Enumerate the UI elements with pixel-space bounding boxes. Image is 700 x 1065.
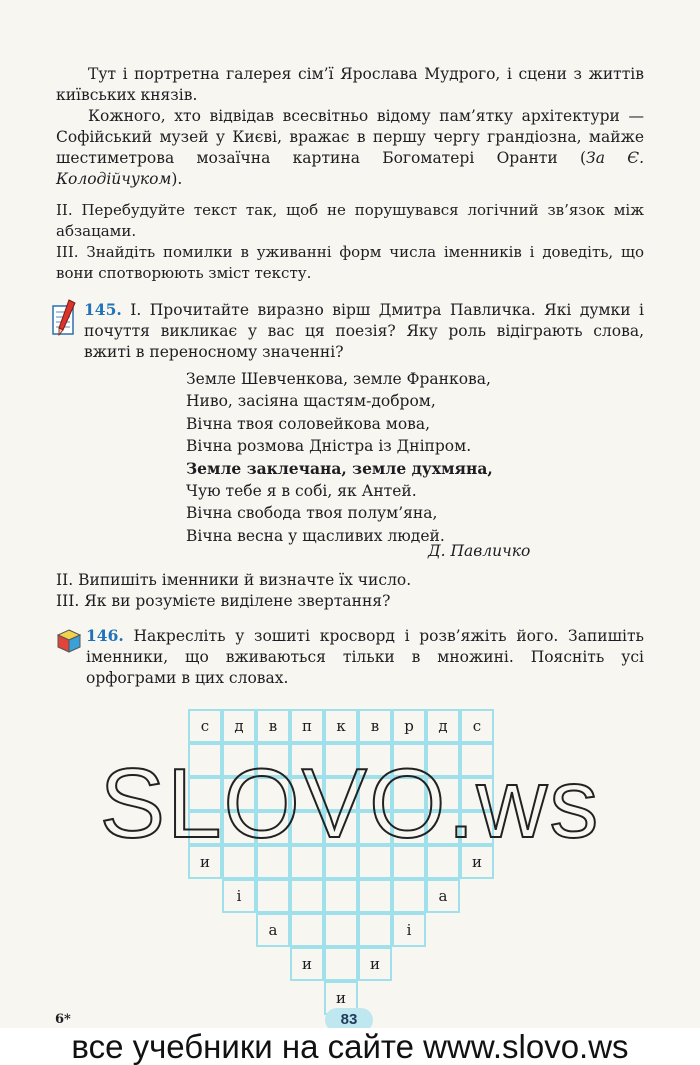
poem-line: Чую тебе я в собі, як Антей. — [186, 482, 417, 501]
crossword-cell: і — [222, 879, 256, 913]
crossword-cell — [324, 879, 358, 913]
poem-line: Вічна розмова Дністра із Дніпром. — [186, 437, 472, 456]
crossword-cell: р — [392, 709, 426, 743]
crossword-cell: и — [460, 845, 494, 879]
page-number: 83 — [325, 1008, 373, 1032]
exercise-145-instruction: I. Прочитайте виразно вірш Дмитра Павличка. Які думки і почуття викликає у вас ця поезія? Яку роль відіграють слова, вжиті в переносному значенні? — [84, 301, 644, 361]
crossword-cell: с — [460, 709, 494, 743]
paragraph-sofia-end: ). — [171, 170, 183, 188]
exercise-145-task-ii: II. Випишіть іменники й визначте їх число. — [56, 571, 412, 589]
crossword-cell: и — [358, 947, 392, 981]
exercise-145-text — [84, 299, 644, 363]
watermark-logo: SLOVO.ws — [99, 748, 601, 858]
crossword-cell: а — [256, 913, 290, 947]
poem-line: Вічна свобода твоя полум’яна, — [186, 504, 438, 523]
crossword-cell — [290, 879, 324, 913]
crossword-cell: а — [426, 879, 460, 913]
crossword-cell — [392, 879, 426, 913]
crossword-cell: к — [324, 709, 358, 743]
crossword-cell — [358, 913, 392, 947]
crossword-cell — [358, 879, 392, 913]
crossword-cell: д — [426, 709, 460, 743]
exercise-145-task-iii: III. Як ви розумієте виділене звертання? — [56, 592, 391, 610]
crossword-cell — [256, 879, 290, 913]
crossword-cell: в — [358, 709, 392, 743]
exercise-146-text — [86, 625, 644, 689]
poem-line: Земле Шевченкова, земле Франкова, — [186, 370, 491, 388]
crossword-cell — [290, 913, 324, 947]
crossword-cell: п — [290, 709, 324, 743]
crossword-cell: д — [222, 709, 256, 743]
paragraph-sofia-text: Кожного, хто відвідав всесвітньо відому пам’ятку архітектури — Софійський музей у Києві, вражає в першу чергу грандіозна, майже шестиметрова мозаїчна картина Богоматері Оранти ( — [56, 107, 644, 167]
exercise-145-number: 145. — [84, 300, 122, 319]
poem-line: Вічна твоя соловейкова мова, — [186, 414, 431, 433]
paragraph-sofia — [56, 106, 644, 190]
poem-line-highlighted: Земле заклечана, земле духмяна, — [186, 458, 493, 478]
task-iii: III. Знайдіть помилки в уживанні форм числа іменників і доведіть, що вони спотворюють зміст тексту. — [56, 243, 644, 282]
crossword-cell — [324, 913, 358, 947]
exercise-146-number: 146. — [86, 626, 124, 645]
crossword-cell — [324, 947, 358, 981]
poem-author: Д. Павличко — [428, 542, 531, 560]
crossword-cell: и — [290, 947, 324, 981]
crossword-cell: і — [392, 913, 426, 947]
site-watermark-banner: все учебники на сайте www.slovo.ws — [0, 1028, 700, 1065]
source-citation: За Є. Колодійчуком — [56, 149, 644, 188]
exercise-146-instruction: Накресліть у зошиті кросворд і розв’яжіть його. Запишіть іменники, що вживаються тільки в множині. Поясніть усі орфограми в цих словах. — [86, 627, 644, 687]
crossword-cell: и — [188, 845, 222, 879]
signature-mark: 6* — [55, 1012, 71, 1027]
crossword-cell: с — [188, 709, 222, 743]
paragraph-intro: Тут і портретна галерея сім’ї Ярослава Мудрого, і сцени з життів київських князів. — [56, 65, 644, 104]
task-ii: II. Перебудуйте текст так, щоб не порушувався логічний зв’язок між абзацами. — [56, 201, 644, 240]
crossword-cell: и — [324, 981, 358, 1015]
pencil-notebook-icon — [50, 298, 78, 342]
poem-line: Вічна весна у щасливих людей. — [186, 526, 445, 545]
poem-line: Ниво, засіяна щастям-добром, — [186, 392, 436, 411]
poem — [186, 368, 586, 547]
crossword-cell: в — [256, 709, 290, 743]
cube-icon — [56, 628, 82, 658]
